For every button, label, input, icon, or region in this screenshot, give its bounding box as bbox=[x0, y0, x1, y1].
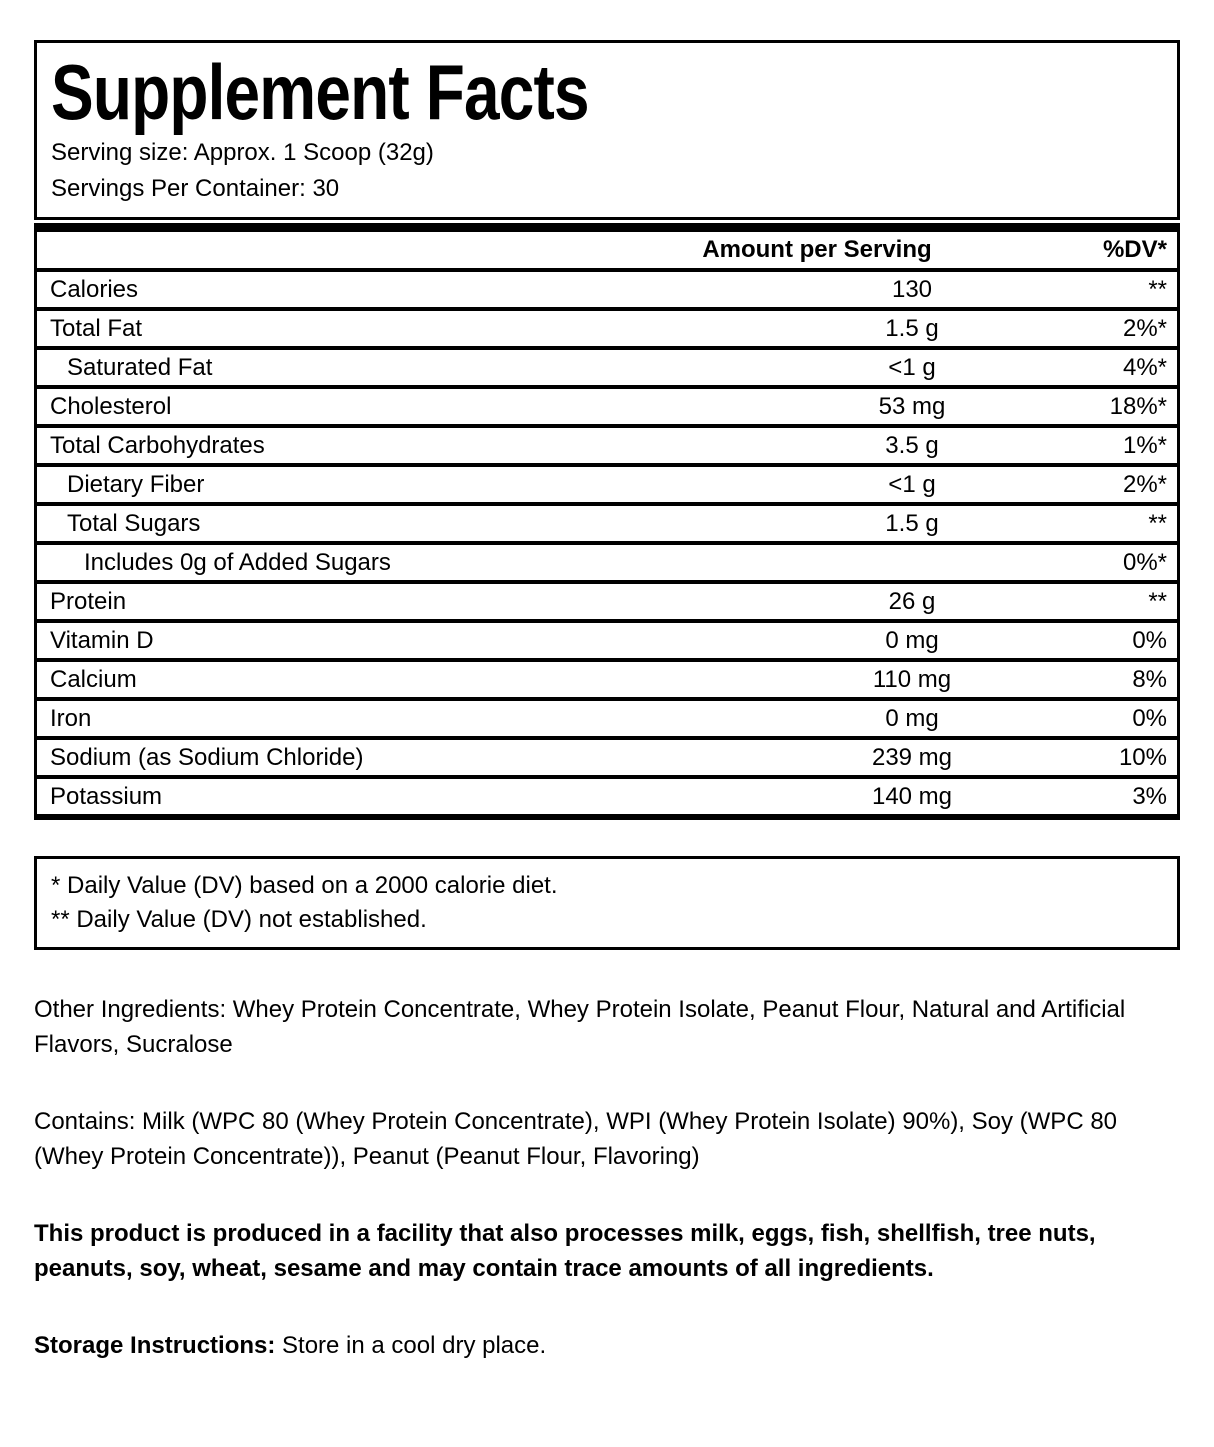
nutrient-amount: 110 mg bbox=[872, 665, 952, 693]
nutrient-dv: 2%* bbox=[1122, 314, 1167, 342]
table-row bbox=[37, 541, 1177, 580]
nutrient-name: Calories bbox=[50, 275, 139, 303]
nutrient-name: Sodium (as Sodium Chloride) bbox=[50, 743, 364, 771]
nutrient-amount: 0 mg bbox=[885, 626, 939, 654]
label-header-box bbox=[34, 40, 1180, 220]
nutrient-name: Total Carbohydrates bbox=[50, 431, 265, 459]
nutrient-amount: 239 mg bbox=[871, 743, 953, 771]
nutrient-dv: 1%* bbox=[1122, 431, 1167, 459]
nutrient-amount: 3.5 g bbox=[885, 431, 939, 459]
nutrient-name: Includes 0g of Added Sugars bbox=[84, 548, 391, 576]
table-row bbox=[37, 346, 1177, 385]
table-row bbox=[37, 502, 1177, 541]
nutrient-dv: ** bbox=[1148, 275, 1167, 303]
percent-dv-header: %DV* bbox=[1102, 236, 1167, 263]
amount-per-serving-header: Amount per Serving bbox=[702, 236, 932, 263]
table-row bbox=[37, 775, 1177, 814]
table-row bbox=[37, 463, 1177, 502]
label-title: Supplement Facts bbox=[51, 48, 589, 136]
footnote-not-established: ** Daily Value (DV) not established. bbox=[51, 906, 427, 933]
allergen-facility-paragraph: This product is produced in a facility that also processes milk, eggs, fish, shellfish, tree nuts, peanuts, soy, wheat, sesame and may contain trace amounts of all ingredients. bbox=[34, 1220, 1096, 1282]
nutrient-name: Calcium bbox=[50, 665, 137, 693]
table-row bbox=[37, 580, 1177, 619]
nutrient-dv: 10% bbox=[1118, 743, 1167, 771]
nutrient-dv: 0% bbox=[1132, 626, 1167, 654]
nutrient-dv: 2%* bbox=[1122, 470, 1167, 498]
storage-instructions-label: Storage Instructions: bbox=[34, 1332, 276, 1359]
nutrient-name: Total Fat bbox=[50, 314, 143, 342]
nutrient-amount: 53 mg bbox=[878, 392, 946, 420]
other-ingredients-paragraph: Other Ingredients: Whey Protein Concentrate, Whey Protein Isolate, Peanut Flour, Natural and Artificial Flavors, Sucralose bbox=[34, 996, 1126, 1058]
nutrient-dv: 4%* bbox=[1122, 353, 1167, 381]
nutrient-dv: ** bbox=[1148, 587, 1167, 615]
nutrient-dv: 18%* bbox=[1109, 392, 1167, 420]
nutrient-amount: 130 bbox=[891, 275, 933, 303]
serving-size-line: Serving size: Approx. 1 Scoop (32g) bbox=[51, 139, 434, 166]
contains-paragraph: Contains: Milk (WPC 80 (Whey Protein Concentrate), WPI (Whey Protein Isolate) 90%), Soy (WPC 80 (Whey Protein Concentrate)), Peanut (Peanut Flour, Flavoring) bbox=[34, 1108, 1118, 1170]
table-body bbox=[37, 268, 1177, 814]
nutrient-name: Iron bbox=[50, 704, 92, 732]
table-header-row bbox=[37, 232, 1177, 268]
nutrient-amount: <1 g bbox=[888, 353, 936, 381]
table-row bbox=[37, 619, 1177, 658]
footnote-daily-value: * Daily Value (DV) based on a 2000 calorie diet. bbox=[51, 872, 558, 899]
nutrient-dv: 0% bbox=[1132, 704, 1167, 732]
nutrient-name: Total Sugars bbox=[67, 509, 201, 537]
nutrient-dv: ** bbox=[1148, 509, 1167, 537]
nutrient-name: Protein bbox=[50, 587, 127, 615]
nutrient-amount: 140 mg bbox=[871, 782, 953, 810]
table-row bbox=[37, 268, 1177, 307]
nutrient-dv: 8% bbox=[1132, 665, 1167, 693]
storage-instructions-text: Store in a cool dry place. bbox=[275, 1332, 547, 1359]
table-row bbox=[37, 658, 1177, 697]
table-row bbox=[37, 736, 1177, 775]
nutrient-name: Vitamin D bbox=[50, 626, 154, 654]
servings-per-container-line: Servings Per Container: 30 bbox=[51, 175, 340, 202]
table-row bbox=[37, 697, 1177, 736]
nutrient-dv: 3% bbox=[1132, 782, 1167, 810]
nutrient-amount: 1.5 g bbox=[885, 314, 939, 342]
nutrient-name: Saturated Fat bbox=[67, 353, 213, 381]
nutrient-amount: 0 mg bbox=[885, 704, 939, 732]
table-row bbox=[37, 307, 1177, 346]
footnote-box bbox=[34, 856, 1180, 950]
nutrient-name: Cholesterol bbox=[50, 392, 172, 420]
storage-instructions-paragraph bbox=[34, 1328, 1180, 1363]
table-row bbox=[37, 385, 1177, 424]
nutrient-name: Potassium bbox=[50, 782, 163, 810]
nutrient-amount: <1 g bbox=[888, 470, 936, 498]
nutrition-facts-table bbox=[34, 223, 1180, 820]
nutrient-amount: 1.5 g bbox=[885, 509, 939, 537]
nutrient-dv: 0%* bbox=[1122, 548, 1167, 576]
nutrient-amount: 26 g bbox=[888, 587, 936, 615]
nutrient-name: Dietary Fiber bbox=[67, 470, 205, 498]
table-row bbox=[37, 424, 1177, 463]
